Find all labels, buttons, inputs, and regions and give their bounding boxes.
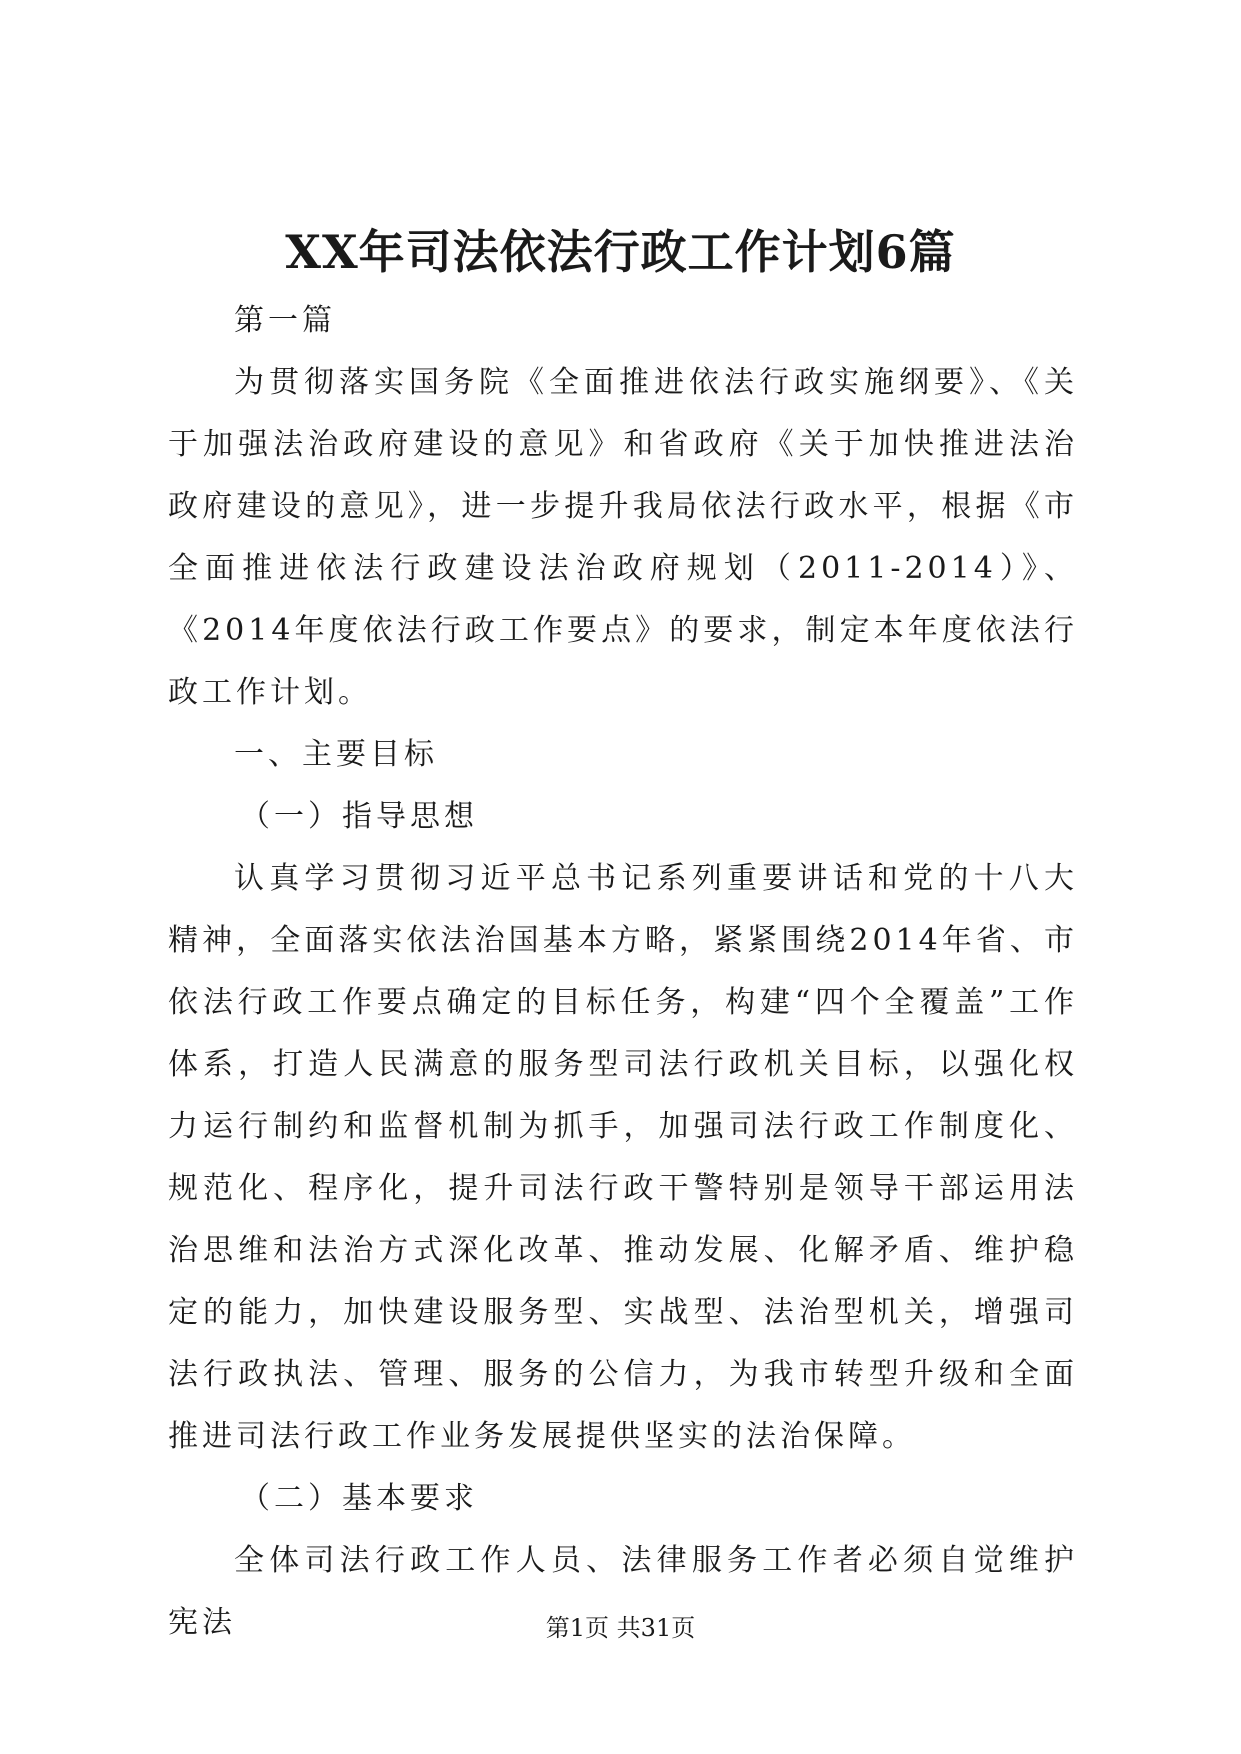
page-footer: 第1页 共31页 [545, 1614, 696, 1642]
document-body [168, 290, 1078, 1654]
heading-main-goal: 一、主要目标 [234, 737, 438, 772]
basic-requirement-paragraph: 全体司法行政工作人员、法律服务工作者必须自觉维护宪法 [168, 1543, 1078, 1640]
intro-paragraph: 为贯彻落实国务院《全面推进依法行政实施纲要》、《关于加强法治政府建设的意见》和省政府《关于加快推进法治政府建设的意见》，进一步提升我局依法行政水平，根据《市全面推进依法行政建设法治政府规划（2011-2014）》、《2014年度依法行政工作要点》的要求，制定本年度依法行政工作计划。 [168, 365, 1078, 710]
guiding-thought-paragraph: 认真学习贯彻习近平总书记系列重要讲话和党的十八大精神，全面落实依法治国基本方略，紧紧围绕2014年省、市依法行政工作要点确定的目标任务，构建“四个全覆盖”工作体系，打造人民满意的服务型司法行政机关目标，以强化权力运行制约和监督机制为抓手，加强司法行政工作制度化、规范化、程序化，提升司法行政干警特别是领导干部运用法治思维和法治方式深化改革、推动发展、化解矛盾、维护稳定的能力，加快建设服务型、实战型、法治型机关，增强司法行政执法、管理、服务的公信力，为我市转型升级和全面推进司法行政工作业务发展提供坚实的法治保障。 [168, 861, 1078, 1454]
heading-basic-requirement: （二）基本要求 [240, 1481, 478, 1516]
heading-guiding-thought: （一）指导思想 [240, 799, 478, 834]
document-title: XX年司法依法行政工作计划6篇 [285, 225, 956, 279]
section-label: 第一篇 [234, 303, 336, 338]
